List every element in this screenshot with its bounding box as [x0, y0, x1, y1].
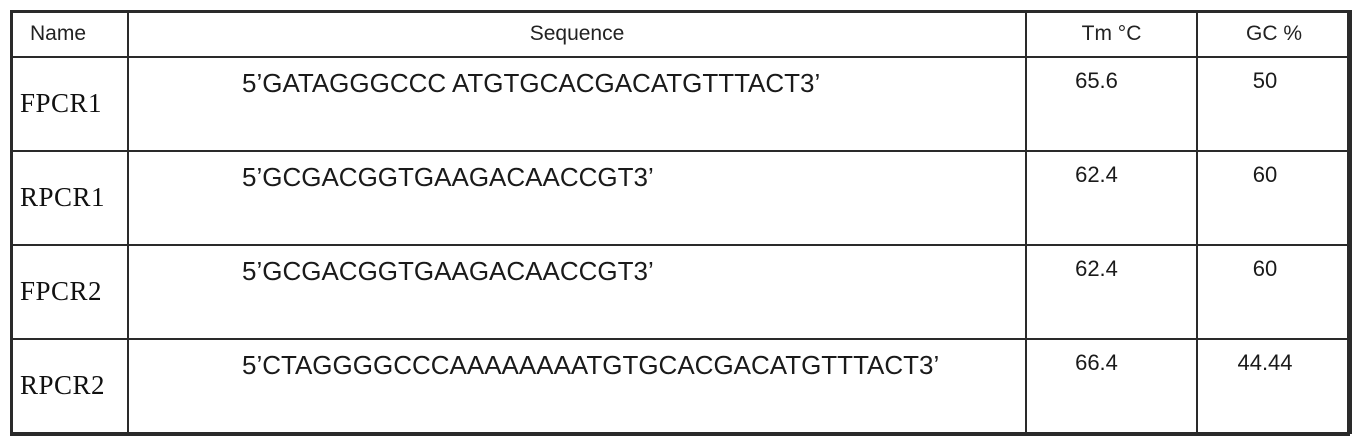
table-row — [11, 151, 1351, 245]
primer-tm: 65.6 — [1075, 68, 1118, 93]
cell-name — [11, 339, 128, 433]
primer-sequence: 5’GATAGGGCCC ATGTGCACGACATGTTTACT3’ — [242, 68, 821, 98]
cell-sequence — [128, 57, 1026, 151]
cell-name — [11, 151, 128, 245]
primer-name: FPCR1 — [20, 88, 103, 118]
primer-tm: 66.4 — [1075, 350, 1118, 375]
primer-name: FPCR2 — [20, 276, 103, 306]
primer-name: RPCR1 — [20, 182, 106, 212]
primer-sequence: 5’GCGACGGTGAAGACAACCGT3’ — [242, 162, 654, 192]
cell-sequence — [128, 245, 1026, 339]
cell-name — [11, 245, 128, 339]
cell-gc — [1197, 151, 1351, 245]
table-row — [11, 57, 1351, 151]
primer-sequence: 5’CTAGGGGCCCAAAAAAAATGTGCACGACATGTTTACT3’ — [242, 350, 940, 380]
primer-sequence: 5’GCGACGGTGAAGACAACCGT3’ — [242, 256, 654, 286]
primer-table — [10, 10, 1352, 434]
primer-gc: 44.44 — [1237, 350, 1293, 375]
cell-tm — [1026, 151, 1197, 245]
primer-gc: 50 — [1252, 68, 1278, 93]
header-row — [11, 11, 1351, 57]
primer-tm: 62.4 — [1075, 162, 1118, 187]
cell-sequence — [128, 339, 1026, 433]
primer-gc: 60 — [1252, 256, 1278, 281]
cell-tm — [1026, 57, 1197, 151]
cell-gc — [1197, 245, 1351, 339]
cell-tm — [1026, 245, 1197, 339]
cell-gc — [1197, 57, 1351, 151]
cell-name — [11, 57, 128, 151]
header-tm: Tm °C — [1026, 11, 1197, 57]
header-gc: GC % — [1197, 11, 1351, 57]
table-row — [11, 245, 1351, 339]
primer-gc: 60 — [1252, 162, 1278, 187]
cell-gc — [1197, 339, 1351, 433]
cell-sequence — [128, 151, 1026, 245]
header-sequence: Sequence — [128, 11, 1026, 57]
primer-tm: 62.4 — [1075, 256, 1118, 281]
header-name: Name — [11, 11, 128, 57]
primer-name: RPCR2 — [20, 370, 106, 400]
table-row — [11, 339, 1351, 433]
cell-tm — [1026, 339, 1197, 433]
